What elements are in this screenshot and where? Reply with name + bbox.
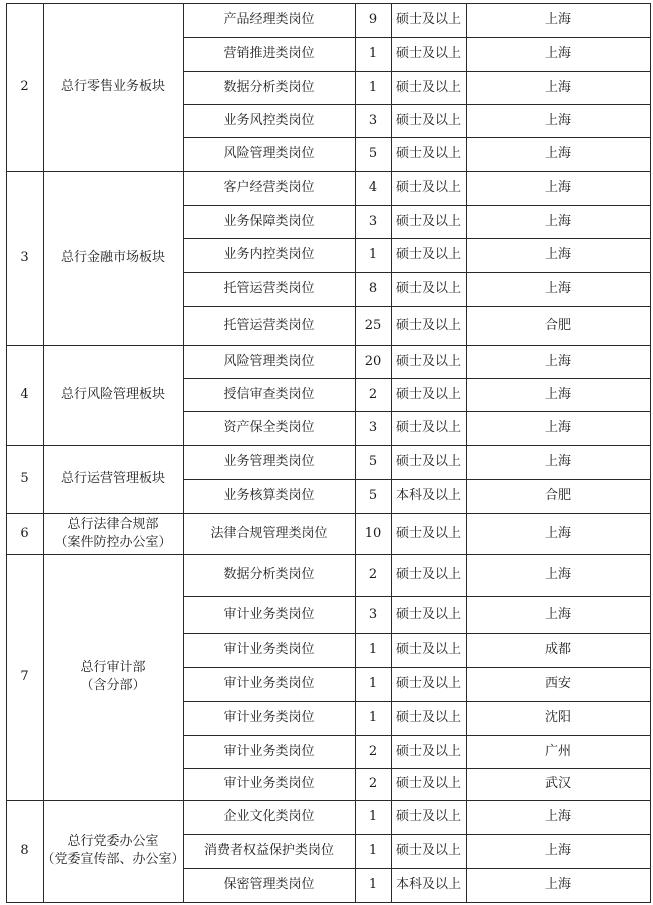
position-name: 业务保障类岗位 xyxy=(223,213,315,229)
department-name-line: （含分部） xyxy=(80,678,146,693)
work-location: 合肥 xyxy=(544,488,571,503)
position-name: 业务内控类岗位 xyxy=(223,247,315,262)
education-requirement: 硕士及以上 xyxy=(395,112,461,128)
headcount: 1 xyxy=(368,877,378,892)
education-requirement: 硕士及以上 xyxy=(395,353,461,369)
position-name: 风险管理类岗位 xyxy=(223,353,315,369)
position-name: 业务核算类岗位 xyxy=(223,488,315,503)
headcount: 4 xyxy=(368,180,378,195)
position-name: 消费者权益保护类岗位 xyxy=(203,843,334,858)
education-requirement: 硕士及以上 xyxy=(395,454,461,469)
education-requirement: 硕士及以上 xyxy=(395,146,461,161)
work-location: 上海 xyxy=(544,46,571,61)
work-location: 上海 xyxy=(544,281,571,296)
education-requirement: 硕士及以上 xyxy=(395,247,461,262)
education-requirement: 硕士及以上 xyxy=(395,567,461,582)
department-name xyxy=(43,445,183,513)
department-name-line: 总行审计部 xyxy=(80,660,146,675)
headcount: 1 xyxy=(368,642,378,657)
department-name-line: （案件防控办公室） xyxy=(54,534,172,550)
table-hline xyxy=(6,902,651,903)
group-number: 2 xyxy=(20,79,29,94)
headcount: 2 xyxy=(368,743,378,759)
education-requirement: 硕士及以上 xyxy=(395,809,461,824)
position-name: 审计业务类岗位 xyxy=(223,776,315,791)
work-location: 上海 xyxy=(544,146,571,161)
education-requirement: 硕士及以上 xyxy=(395,79,461,95)
department-name xyxy=(43,345,183,445)
education-requirement: 硕士及以上 xyxy=(395,281,461,296)
department-name xyxy=(43,800,183,902)
department-name-line: 总行零售业务板块 xyxy=(60,79,165,94)
headcount: 1 xyxy=(368,247,378,262)
education-requirement: 硕士及以上 xyxy=(395,776,461,791)
work-location: 上海 xyxy=(544,809,571,824)
headcount: 5 xyxy=(368,488,378,503)
education-requirement: 硕士及以上 xyxy=(395,710,461,725)
work-location: 上海 xyxy=(544,386,571,402)
position-name: 审计业务类岗位 xyxy=(223,743,315,759)
work-location: 上海 xyxy=(544,353,571,369)
position-name: 数据分析类岗位 xyxy=(223,567,315,582)
position-name: 产品经理类岗位 xyxy=(223,12,315,27)
work-location: 广州 xyxy=(544,743,571,759)
group-number: 3 xyxy=(20,250,29,265)
headcount: 2 xyxy=(368,776,378,791)
work-location: 上海 xyxy=(544,843,571,858)
group-number: 5 xyxy=(20,471,29,486)
department-name-line: 总行金融市场板块 xyxy=(60,250,165,265)
position-name: 营销推进类岗位 xyxy=(223,46,315,61)
headcount: 2 xyxy=(368,567,378,582)
department-name-line: 总行风险管理板块 xyxy=(60,387,165,402)
education-requirement: 硕士及以上 xyxy=(395,743,461,759)
work-location: 上海 xyxy=(544,877,571,892)
work-location: 武汉 xyxy=(544,776,571,791)
department-name xyxy=(43,554,183,800)
education-requirement: 硕士及以上 xyxy=(395,12,461,27)
work-location: 上海 xyxy=(544,247,571,262)
work-location: 上海 xyxy=(544,79,571,95)
position-name: 保密管理类岗位 xyxy=(223,877,315,892)
education-requirement: 硕士及以上 xyxy=(395,525,461,541)
position-name: 审计业务类岗位 xyxy=(223,710,315,725)
headcount: 20 xyxy=(364,353,382,369)
education-requirement: 本科及以上 xyxy=(395,488,461,503)
group-number: 4 xyxy=(20,387,29,402)
group-number: 6 xyxy=(20,525,29,541)
headcount: 1 xyxy=(368,710,378,725)
group-number: 7 xyxy=(20,669,29,684)
work-location: 合肥 xyxy=(544,317,571,333)
work-location: 上海 xyxy=(544,606,571,622)
position-name: 托管运营类岗位 xyxy=(223,317,315,333)
position-name: 资产保全类岗位 xyxy=(223,420,315,435)
headcount: 1 xyxy=(368,809,378,824)
work-location: 成都 xyxy=(544,642,571,657)
education-requirement: 硕士及以上 xyxy=(395,642,461,657)
headcount: 1 xyxy=(368,79,378,95)
education-requirement: 硕士及以上 xyxy=(395,46,461,61)
department-name-line: 总行党委办公室 xyxy=(67,834,159,849)
work-location: 西安 xyxy=(544,676,571,691)
education-requirement: 硕士及以上 xyxy=(395,213,461,229)
education-requirement: 硕士及以上 xyxy=(395,386,461,402)
headcount: 1 xyxy=(368,843,378,858)
work-location: 上海 xyxy=(544,180,571,195)
work-location: 上海 xyxy=(544,525,571,541)
education-requirement: 硕士及以上 xyxy=(395,843,461,858)
position-name: 数据分析类岗位 xyxy=(223,79,315,95)
headcount: 5 xyxy=(368,454,378,469)
headcount: 3 xyxy=(368,420,378,435)
position-name: 业务管理类岗位 xyxy=(223,454,315,469)
department-name xyxy=(43,3,183,171)
department-name-line: 总行法律合规部 xyxy=(67,516,159,532)
headcount: 5 xyxy=(368,146,378,161)
headcount: 3 xyxy=(368,112,378,128)
group-number: 8 xyxy=(20,843,29,858)
work-location: 上海 xyxy=(544,213,571,229)
department-name-line: （党委宣传部、办公室） xyxy=(41,852,185,867)
work-location: 上海 xyxy=(544,567,571,582)
position-name: 审计业务类岗位 xyxy=(223,676,315,691)
department-name-line: 总行运营管理板块 xyxy=(60,471,165,486)
position-name: 审计业务类岗位 xyxy=(223,606,315,622)
headcount: 3 xyxy=(368,606,378,622)
education-requirement: 硕士及以上 xyxy=(395,180,461,195)
position-name: 审计业务类岗位 xyxy=(223,642,315,657)
work-location: 上海 xyxy=(544,112,571,128)
education-requirement: 硕士及以上 xyxy=(395,420,461,435)
headcount: 10 xyxy=(364,525,382,541)
education-requirement: 硕士及以上 xyxy=(395,676,461,691)
headcount: 2 xyxy=(368,386,378,402)
department-name xyxy=(43,171,183,345)
position-name: 法律合规管理类岗位 xyxy=(210,525,328,541)
headcount: 1 xyxy=(368,676,378,691)
work-location: 上海 xyxy=(544,420,571,435)
headcount: 1 xyxy=(368,46,378,61)
position-name: 企业文化类岗位 xyxy=(223,809,315,824)
education-requirement: 硕士及以上 xyxy=(395,606,461,622)
work-location: 沈阳 xyxy=(544,710,571,725)
position-name: 风险管理类岗位 xyxy=(223,146,315,161)
headcount: 9 xyxy=(368,12,378,27)
position-name: 授信审查类岗位 xyxy=(223,386,315,402)
position-name: 业务风控类岗位 xyxy=(223,112,315,128)
work-location: 上海 xyxy=(544,12,571,27)
headcount: 25 xyxy=(364,317,382,333)
department-name xyxy=(43,513,183,554)
education-requirement: 硕士及以上 xyxy=(395,317,461,333)
work-location: 上海 xyxy=(544,454,571,469)
headcount: 3 xyxy=(368,213,378,229)
position-name: 托管运营类岗位 xyxy=(223,281,315,296)
position-name: 客户经营类岗位 xyxy=(223,180,315,195)
education-requirement: 本科及以上 xyxy=(395,877,461,892)
headcount: 8 xyxy=(368,281,378,296)
